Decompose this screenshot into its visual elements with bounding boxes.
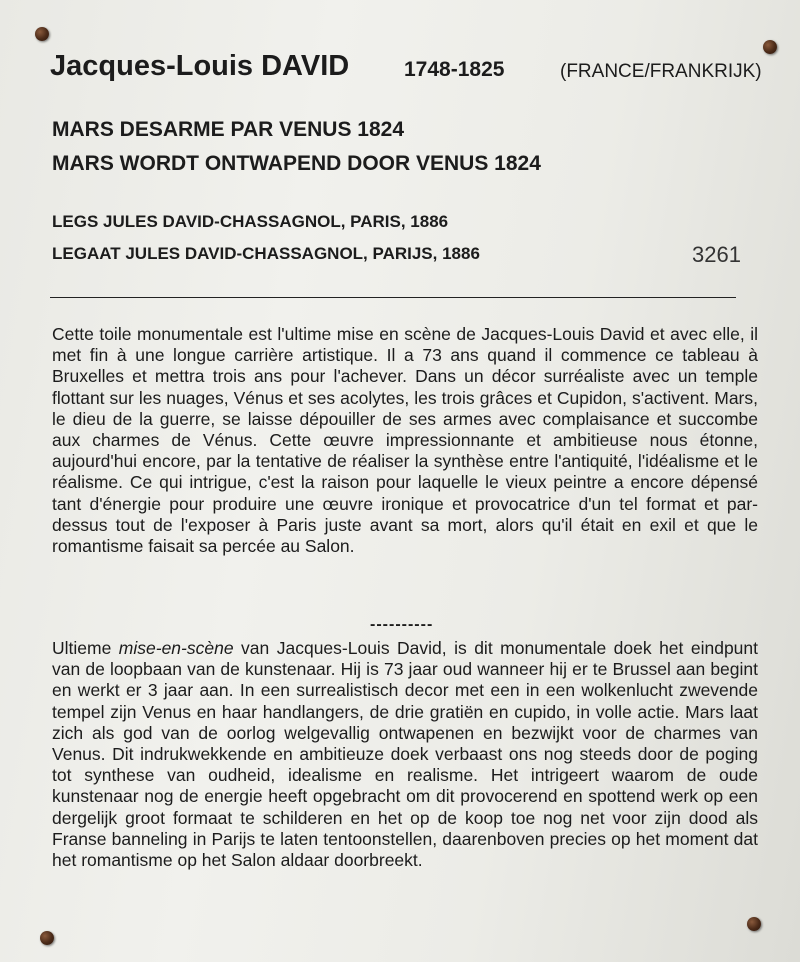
description-dutch-italic: mise-en-scène [118, 638, 234, 658]
description-dutch [52, 638, 758, 871]
artwork-title-french: MARS DESARME PAR VENUS 1824 [52, 118, 405, 141]
screw-icon [763, 40, 777, 54]
divider-line [50, 297, 736, 298]
inventory-number: 3261 [692, 242, 741, 267]
artist-dates: 1748-1825 [404, 58, 505, 81]
description-dutch-lead: Ultieme [52, 638, 119, 658]
screw-icon [35, 27, 49, 41]
provenance-dutch: LEGAAT JULES DAVID-CHASSAGNOL, PARIJS, 1886 [52, 244, 480, 263]
description-dutch-body: van Jacques-Louis David, is dit monumentale doek het eindpunt van de loopbaan van de kunstenaar. Hij is 73 jaar oud wanneer hij er te Brussel aan begint en werkt er 3 jaar aan. In een surrealistisch decor met een in een wolkenlucht zwevende tempel zijn Venus en haar handlangers, de drie gratiën en cupido, in volle actie. Mars laat zich als god van de oorlog welgevallig ontwapenen en bezwijkt voor de charmes van Venus. Dit indrukwekkende en ambitieuze doek verbaast ons nog steeds door de poging tot synthese van oudheid, idealisme en realisme. Het intrigeert waarom de oude kunstenaar nog de energie heeft opgebracht om dit provocerend en spottend werk op een dergelijk groot formaat te schilderen en het op de koop toe nog net voor zijn dood als Franse banneling in Parijs te laten tentoonstellen, daarenboven precies op het moment dat het romantisme op het Salon aldaar doorbreekt. [52, 638, 759, 871]
artwork-title-dutch: MARS WORDT ONTWAPEND DOOR VENUS 1824 [52, 152, 541, 175]
artist-header [50, 50, 762, 83]
provenance-french: LEGS JULES DAVID-CHASSAGNOL, PARIS, 1886 [52, 212, 449, 231]
screw-icon [40, 931, 54, 945]
description-french: Cette toile monumentale est l'ultime mise en scène de Jacques-Louis David et avec elle, il met fin à une longue carrière artistique. Il a 73 ans quand il commence ce tableau à Bruxelles et mettra trois ans pour l'achever. Dans un décor surréaliste avec un temple flottant sur les nuages, Vénus et ses acolytes, les trois grâces et Cupidon, s'activent. Mars, le dieu de la guerre, se laisse dépouiller de ses armes avec complaisance et succombe aux charmes de Vénus. Cette œuvre impressionnante et ambitieuse nous étonne, aujourd'hui encore, par la tentative de réaliser la synthèse entre l'antiquité, l'idéalisme et le réalisme. Ce qui intrigue, c'est la raison pour laquelle le vieux peintre a encore dépensé tant d'énergie pour produire une œuvre ironique et provocatrice d'un tel format et par-dessus tout de l'exposer à Paris juste avant sa mort, alors qu'il était en exil et que le romantisme faisait sa percée au Salon. [52, 324, 758, 557]
screw-icon [747, 917, 761, 931]
artist-name: Jacques-Louis DAVID [50, 50, 350, 82]
language-divider: ---------- [370, 616, 434, 633]
artist-country: (FRANCE/FRANKRIJK) [560, 61, 762, 82]
